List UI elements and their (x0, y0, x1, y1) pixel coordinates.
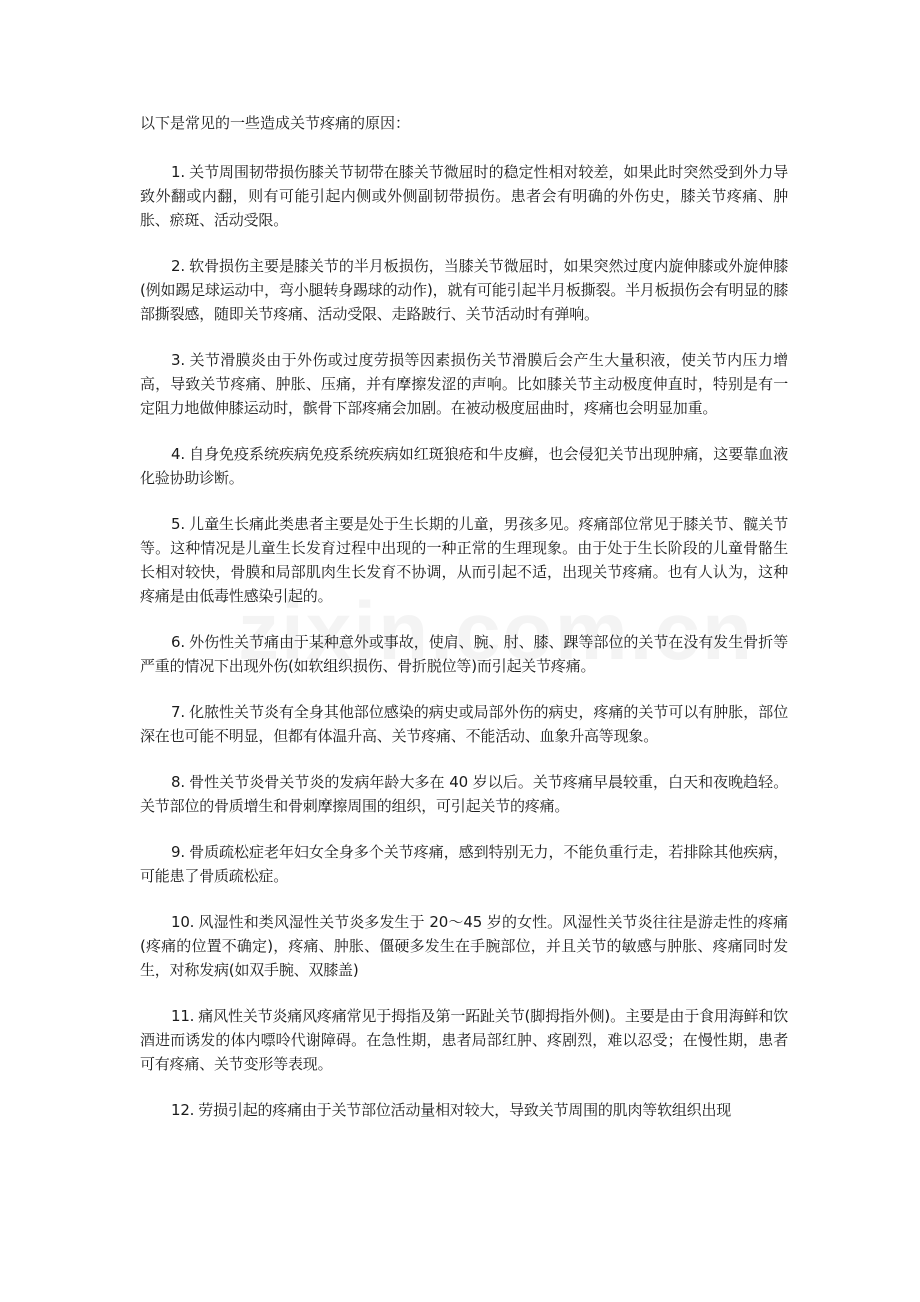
list-item (140, 1098, 788, 1122)
list-item (140, 1004, 788, 1076)
item-number: 6. (171, 633, 185, 651)
item-number: 1. (171, 163, 185, 181)
item-number: 9. (171, 843, 185, 861)
item-number: 11. (171, 1007, 195, 1025)
item-number: 2. (171, 257, 185, 275)
list-item (140, 840, 788, 888)
item-text: 风湿性和类风湿性关节炎多发生于 20～45 岁的女性。风湿性关节炎往往是游走性的疼痛(疼痛的位置不确定)，疼痛、肿胀、僵硬多发生在手腕部位，并且关节的敏感与肿胀、疼痛同时发生，对称发病(如双手腕、双膝盖) (140, 913, 788, 979)
item-number: 10. (171, 913, 195, 931)
item-text: 儿童生长痛此类患者主要是处于生长期的儿童，男孩多见。疼痛部位常见于膝关节、髋关节等。这种情况是儿童生长发育过程中出现的一种正常的生理现象。由于处于生长阶段的儿童骨骼生长相对较快，骨膜和局部肌肉生长发育不协调，从而引起不适，出现关节疼痛。也有人认为，这种疼痛是由低毒性感染引起的。 (140, 515, 788, 605)
item-text: 关节滑膜炎由于外伤或过度劳损等因素损伤关节滑膜后会产生大量积液，使关节内压力增高，导致关节疼痛、肿胀、压痛，并有摩擦发涩的声响。比如膝关节主动极度伸直时，特别是有一定阻力地做伸膝运动时，髌骨下部疼痛会加剧。在被动极度屈曲时，疼痛也会明显加重。 (140, 351, 788, 417)
item-number: 4. (171, 445, 185, 463)
document-body (140, 108, 788, 1144)
item-text: 软骨损伤主要是膝关节的半月板损伤，当膝关节微屈时，如果突然过度内旋伸膝或外旋伸膝(例如踢足球运动中，弯小腿转身踢球的动作)，就有可能引起半月板撕裂。半月板损伤会有明显的膝部撕裂感，随即关节疼痛、活动受限、走路跛行、关节活动时有弹响。 (140, 257, 788, 323)
list-item (140, 910, 788, 982)
item-text: 自身免疫系统疾病免疫系统疾病如红斑狼疮和牛皮癣，也会侵犯关节出现肿痛，这要靠血液化验协助诊断。 (140, 445, 788, 487)
item-number: 3. (171, 351, 185, 369)
list-item (140, 700, 788, 748)
item-text: 骨性关节炎骨关节炎的发病年龄大多在 40 岁以后。关节疼痛早晨较重，白天和夜晚趋轻。关节部位的骨质增生和骨刺摩擦周围的组织，可引起关节的疼痛。 (140, 773, 788, 815)
intro-paragraph: 以下是常见的一些造成关节疼痛的原因： (140, 114, 411, 132)
item-text: 劳损引起的疼痛由于关节部位活动量相对较大，导致关节周围的肌肉等软组织出现 (198, 1101, 732, 1119)
list-item (140, 770, 788, 818)
item-number: 7. (171, 703, 185, 721)
cause-list (140, 160, 788, 1122)
list-item (140, 254, 788, 326)
item-text: 化脓性关节炎有全身其他部位感染的病史或局部外伤的病史，疼痛的关节可以有肿胀，部位深在也可能不明显，但都有体温升高、关节疼痛、不能活动、血象升高等现象。 (140, 703, 788, 745)
item-text: 关节周围韧带损伤膝关节韧带在膝关节微屈时的稳定性相对较差，如果此时突然受到外力导致外翻或内翻，则有可能引起内侧或外侧副韧带损伤。患者会有明确的外伤史，膝关节疼痛、肿胀、瘀斑、活动受限。 (140, 163, 788, 229)
item-number: 8. (171, 773, 185, 791)
list-item (140, 348, 788, 420)
list-item (140, 512, 788, 608)
item-number: 12. (171, 1101, 195, 1119)
item-text: 痛风性关节炎痛风疼痛常见于拇指及第一跖趾关节(脚拇指外侧)。主要是由于食用海鲜和饮酒进而诱发的体内嘌呤代谢障碍。在急性期，患者局部红肿、疼剧烈，难以忍受；在慢性期，患者可有疼痛、关节变形等表现。 (140, 1007, 788, 1073)
list-item (140, 442, 788, 490)
item-text: 骨质疏松症老年妇女全身多个关节疼痛，感到特别无力，不能负重行走，若排除其他疾病，可能患了骨质疏松症。 (140, 843, 788, 885)
list-item (140, 160, 788, 232)
item-text: 外伤性关节痛由于某种意外或事故，使肩、腕、肘、膝、踝等部位的关节在没有发生骨折等严重的情况下出现外伤(如软组织损伤、骨折脱位等)而引起关节疼痛。 (140, 633, 788, 675)
list-item (140, 630, 788, 678)
item-number: 5. (171, 515, 185, 533)
